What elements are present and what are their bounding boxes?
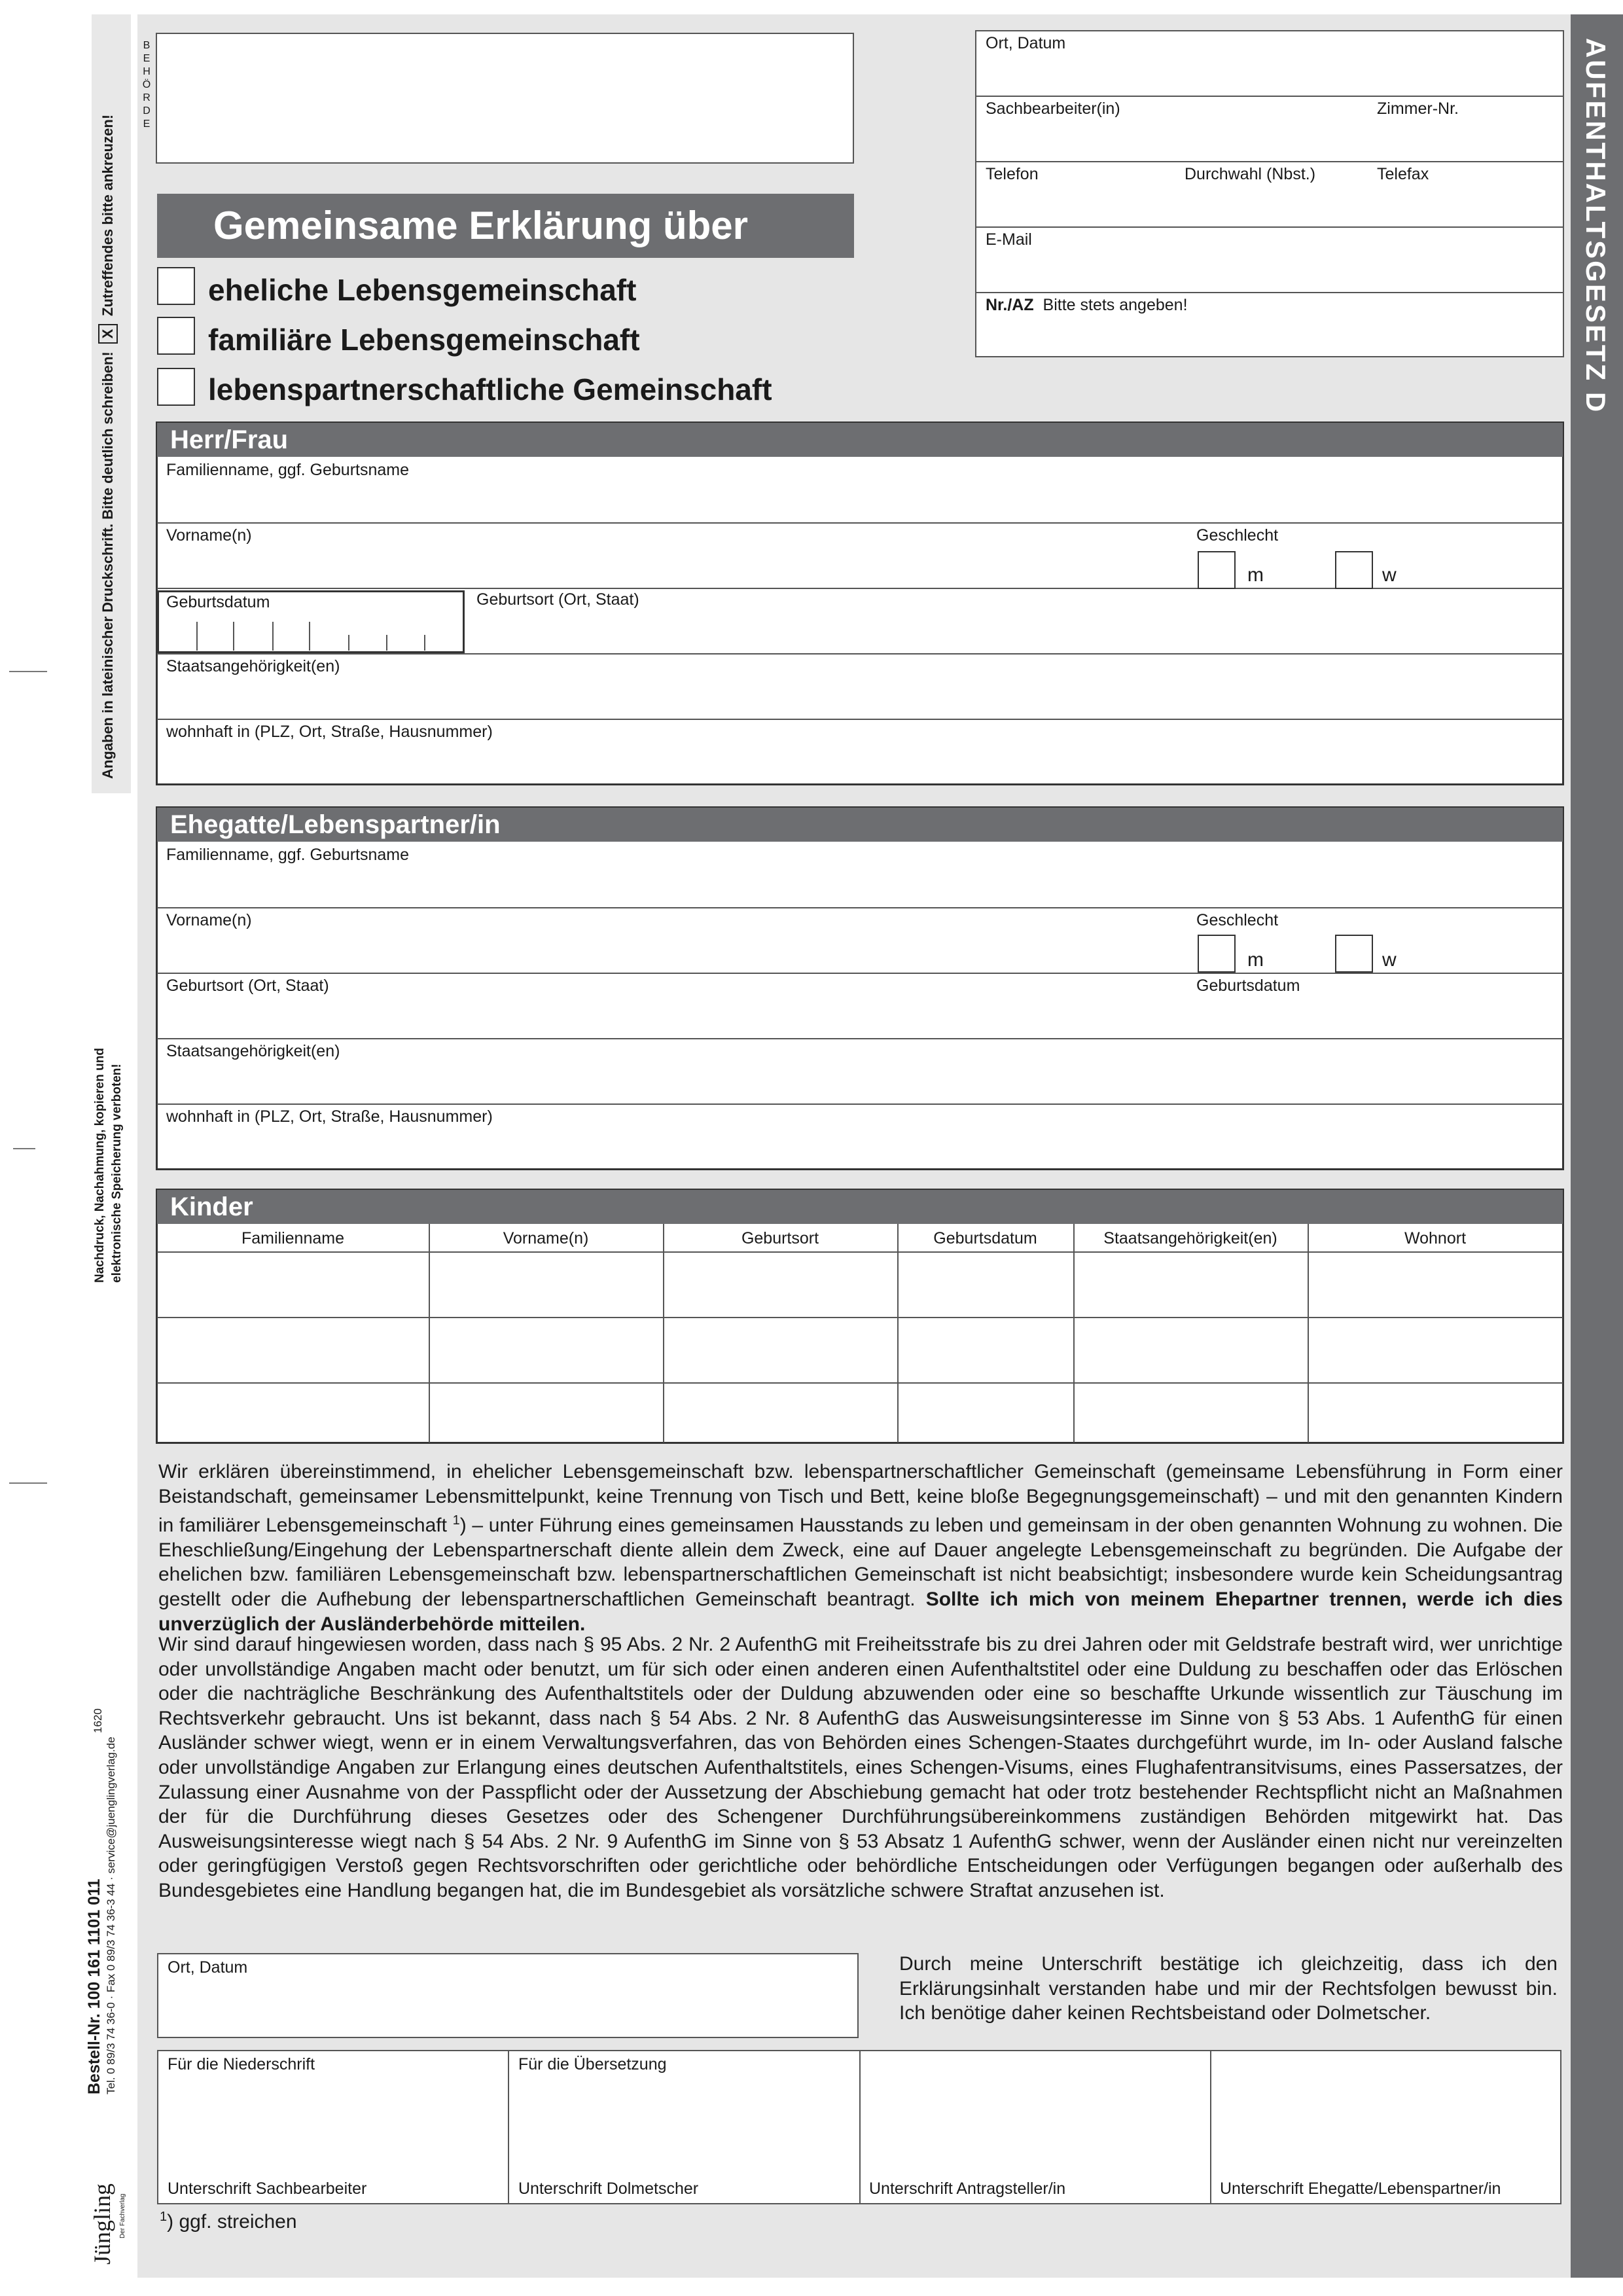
herr-gender-label: Geschlecht <box>1196 526 1279 545</box>
partner-firstname-field[interactable]: Vorname(n) <box>166 911 252 929</box>
kinder-col-residence: Wohnort <box>1404 1229 1467 1247</box>
form-title: Gemeinsame Erklärung über <box>157 194 854 258</box>
herr-frau-heading: Herr/Frau <box>157 423 1563 457</box>
copyright-notice-2: elektronische Speicherung verboten! <box>110 1064 124 1283</box>
option-family-label: familiäre Lebensgemeinschaft <box>208 323 640 357</box>
partner-address-field[interactable]: wohnhaft in (PLZ, Ort, Straße, Hausnummer) <box>166 1107 493 1126</box>
option-marital-label: eheliche Lebensgemeinschaft <box>208 273 637 307</box>
date-tick <box>309 622 310 651</box>
signature-spouse-label: Unterschrift Ehegatte/Lebenspartner/in <box>1220 2179 1501 2198</box>
declaration-paragraph-1: Wir erklären übereinstimmend, in ehelicher Lebensgemeinschaft bzw. lebenspartnerschaftlicher Gemeinschaft (gemeinsame Lebensführung in Form einer Beistandschaft, gemeinsamer Lebensmittelpunkt, keine Trennung von Tisch und Bett, keine bloße Begegnungsgemeinschaft) – und mit den genannten Kindern in familiärer Lebensgemeinschaft $^1$) – unter Führung eines gemeinsamen Hausstands zu leben und gemeinsam in der oben genannten Wohnung zu wohnen. Die Eheschließung/Eingehung der Lebenspartnerschaft diente allein dem Zweck, eine auf Dauer angelegte Lebensgemeinschaft zu begründen. Die Aufgabe der ehelichen bzw. familiären Lebensgemeinschaft bzw. lebenspartnerschaftlichen Gemeinschaft ist nicht beabsichtigt; insbesondere wurde kein Scheidungsantrag gestellt oder die Aufhebung der lebenspartnerschaftlichen Gemeinschaft beantragt. Sollte ich mich von meinem Ehepartner trennen, werde ich dies unverzüglich der Ausländerbehörde mitteilen. <box>158 1461 1563 1635</box>
herr-nationality-field[interactable]: Staatsangehörigkeit(en) <box>166 657 340 675</box>
instruction-text: Angaben in lateinischer Druckschrift. Bitte deutlich schreiben! X Zutreffendes bitte ankreuzen! <box>98 20 118 779</box>
divider <box>157 1038 1563 1039</box>
copyright-notice-1: Nachdruck, Nachahmung, kopieren und <box>93 1048 107 1283</box>
herr-firstname-field[interactable]: Vorname(n) <box>166 526 252 545</box>
check-example-box: X <box>98 324 118 344</box>
kinder-col-birthdate: Geburtsdatum <box>933 1229 1037 1247</box>
niederschrift-label: Für die Niederschrift <box>168 2055 315 2073</box>
office-phone-label[interactable]: Telefon <box>986 165 1039 183</box>
divider <box>157 522 1563 524</box>
office-email-label[interactable]: E-Mail <box>986 230 1032 249</box>
footnote: $^1$) ggf. streichen <box>160 2210 297 2233</box>
signature-place-date-label: Ort, Datum <box>168 1958 248 1977</box>
kinder-col-firstname: Vorname(n) <box>503 1229 589 1247</box>
kinder-row-2[interactable] <box>157 1318 1563 1381</box>
date-tick <box>196 622 198 651</box>
herr-gender-male-checkbox[interactable] <box>1198 551 1236 589</box>
date-tick <box>424 635 425 651</box>
signature-interpreter-label: Unterschrift Dolmetscher <box>518 2179 699 2198</box>
herr-birthdate-label: Geburtsdatum <box>166 593 270 611</box>
kinder-row-3[interactable] <box>157 1384 1563 1443</box>
partner-gender-label: Geschlecht <box>1196 911 1279 929</box>
publisher-logo-subtitle: Der Fachverlag <box>119 2193 126 2238</box>
partner-birthdate-field[interactable]: Geburtsdatum <box>1196 977 1300 995</box>
divider <box>157 907 1563 908</box>
herr-surname-field[interactable]: Familienname, ggf. Geburtsname <box>166 461 410 479</box>
partner-gender-male-label: m <box>1247 949 1264 971</box>
signature-applicant-label: Unterschrift Antragsteller/in <box>869 2179 1066 2198</box>
publisher-contact: Tel. 0 89/3 74 36-0 · Fax 0 89/3 74 36-3 44 · service@juenglingverlag.de <box>105 1736 117 2094</box>
partner-gender-female-label: w <box>1382 949 1397 971</box>
partner-gender-female-checkbox[interactable] <box>1335 935 1373 973</box>
office-reference-label[interactable]: Nr./AZ Bitte stets angeben! <box>986 296 1188 314</box>
law-title: AUFENTHALTSGESETZ D <box>1580 38 1611 414</box>
fold-mark <box>9 1482 47 1484</box>
divider <box>975 161 1564 162</box>
date-tick <box>233 622 234 651</box>
signature-place-date-field[interactable] <box>157 1953 859 2038</box>
option-family-checkbox[interactable] <box>157 317 195 355</box>
herr-gender-male-label: m <box>1247 564 1264 586</box>
option-partnership-label: lebenspartnerschaftliche Gemeinschaft <box>208 372 772 406</box>
date-tick <box>272 622 274 651</box>
partner-birthplace-field[interactable]: Geburtsort (Ort, Staat) <box>166 977 329 995</box>
partner-surname-field[interactable]: Familienname, ggf. Geburtsname <box>166 846 410 864</box>
option-marital-checkbox[interactable] <box>157 267 195 305</box>
kinder-col-birthplace: Geburtsort <box>741 1229 819 1247</box>
signature-confirmation: Durch meine Unterschrift bestätige ich gleichzeitig, dass ich den Erklärungsinhalt verstanden habe und mir der Rechtsfolgen bewusst bin. Ich benötige daher keinen Rechtsbeistand oder Dolmetscher. <box>899 1953 1558 2024</box>
authority-box[interactable] <box>156 33 854 164</box>
fold-mark <box>13 1148 35 1149</box>
partner-heading: Ehegatte/Lebenspartner/in <box>157 808 1563 842</box>
kinder-row-1[interactable] <box>157 1253 1563 1316</box>
date-tick <box>348 635 349 651</box>
declaration-paragraph-2: Wir sind darauf hingewiesen worden, dass nach § 95 Abs. 2 Nr. 2 AufenthG mit Freiheitsstrafe bis zu drei Jahren oder mit Geldstrafe bestraft wird, wer unrichtige oder unvollständige Angaben macht oder benutzt, um für sich oder einen anderen einen Aufenthaltstitel oder eine Duldung zu beschaffen oder das Erlöschen oder die nachträgliche Beschränkung des Aufenthaltstitels oder der Duldung abzuwenden oder eine so beschaffte Urkunde wissentlich zur Täuschung im Rechtsverkehr gebraucht. Uns ist bekannt, dass nach § 54 Abs. 2 Nr. 8 AufenthG das Ausweisungsinteresse im Sinne von § 53 Abs. 1 AufenthG für einen Ausländer schwer wiegt, wenn er in einem Verwaltungsverfahren, das von Behörden eines Schengen-Staates durchgeführt wurde, im In- oder Ausland falsche oder unvollständige Angaben zur Erlangung eines deutschen Aufenthaltstitels, eines Schengen-Visums, eines Flughafentransitvisums, eines Passersatzes, der Zulassung einer Ausnahme von der Passpflicht oder der Aussetzung der Abschiebung gemacht hat oder trotz bestehender Rechtspflicht nicht an Maßnahmen der für die Durchführung dieses Gesetzes oder des Schengener Durchführungsübereinkommens zuständigen Behörden mitgewirkt hat. Das Ausweisungsinteresse wiegt nach § 54 Abs. 2 Nr. 9 AufenthG im Sinne von § 53 Absatz 1 AufenthG schwer, wenn der Ausländer einen nicht nur vereinzelten oder geringfügigen Verstoß gegen Rechtsvorschriften oder gerichtliche oder behördliche Entscheidungen oder Verfügungen begangen oder außerhalb des Bundesgebietes eine Handlung begangen hat, die im Bundesgebiet als vorsätzliche schwere Straftat anzusehen ist. <box>158 1634 1563 1901</box>
herr-birthplace-field[interactable]: Geburtsort (Ort, Staat) <box>476 590 639 609</box>
uebersetzung-label: Für die Übersetzung <box>518 2055 667 2073</box>
kinder-col-nationality: Staatsangehörigkeit(en) <box>1103 1229 1277 1247</box>
office-room-label[interactable]: Zimmer-Nr. <box>1377 99 1459 118</box>
fold-mark <box>9 671 47 672</box>
office-fax-label[interactable]: Telefax <box>1377 165 1429 183</box>
herr-address-field[interactable]: wohnhaft in (PLZ, Ort, Straße, Hausnummer) <box>166 723 493 741</box>
partner-gender-male-checkbox[interactable] <box>1198 935 1236 973</box>
divider <box>157 653 1563 655</box>
herr-gender-female-label: w <box>1382 564 1397 586</box>
edition-number: 1620 <box>92 1708 104 1733</box>
signature-clerk-label: Unterschrift Sachbearbeiter <box>168 2179 367 2198</box>
divider <box>975 226 1564 228</box>
herr-gender-female-checkbox[interactable] <box>1335 551 1373 589</box>
publisher-logo: Jüngling <box>89 2183 115 2265</box>
office-clerk-label[interactable]: Sachbearbeiter(in) <box>986 99 1120 118</box>
partner-nationality-field[interactable]: Staatsangehörigkeit(en) <box>166 1042 340 1060</box>
kinder-heading: Kinder <box>157 1190 1563 1224</box>
office-extension-label[interactable]: Durchwahl (Nbst.) <box>1185 165 1316 183</box>
kinder-col-surname: Familienname <box>241 1229 344 1247</box>
divider <box>975 292 1564 293</box>
option-partnership-checkbox[interactable] <box>157 368 195 406</box>
divider <box>157 1103 1563 1105</box>
divider <box>157 719 1563 720</box>
date-tick <box>386 635 387 651</box>
divider <box>157 973 1563 974</box>
divider <box>975 96 1564 97</box>
order-number: Bestell-Nr. 100 161 1101 011 <box>85 1878 103 2094</box>
authority-label: B E H Ö R D E <box>142 40 151 130</box>
office-place-date-label[interactable]: Ort, Datum <box>986 34 1066 52</box>
